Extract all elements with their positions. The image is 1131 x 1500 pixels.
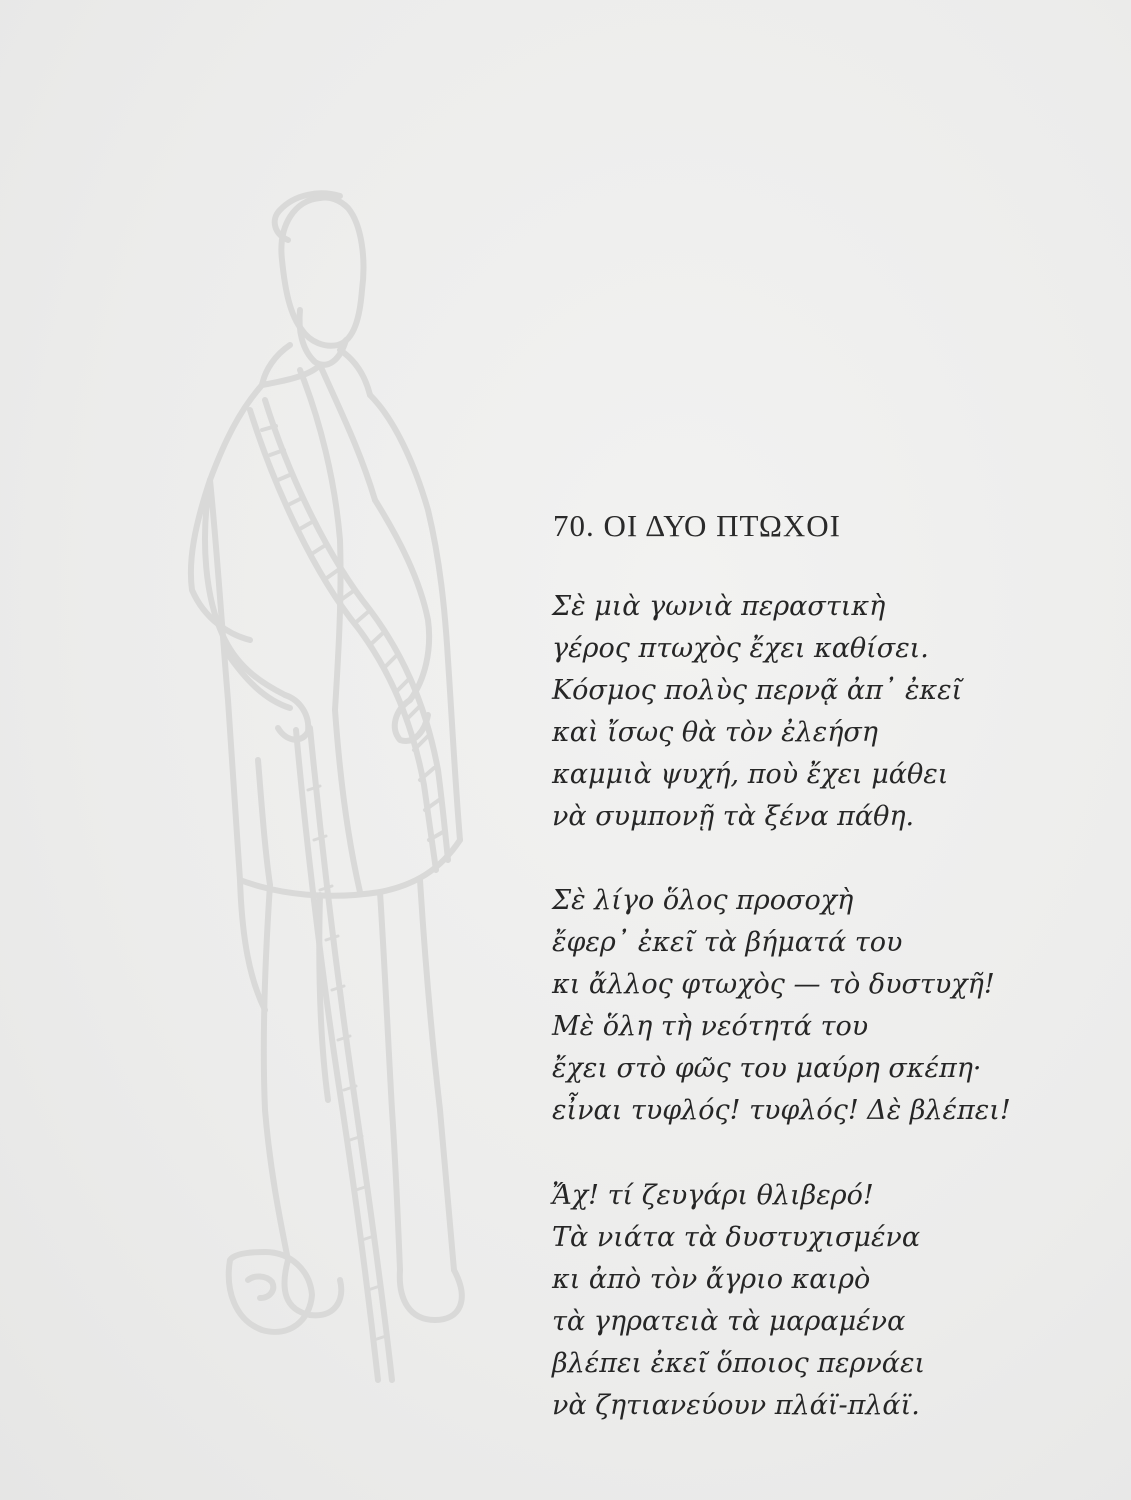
verse-line: ἔφερ᾽ ἐκεῖ τὰ βήματά του bbox=[552, 927, 903, 958]
stanza-3 bbox=[552, 1175, 1092, 1427]
verse-line: κι ἀπὸ τὸν ἄγριο καιρὸ bbox=[552, 1264, 871, 1295]
verse-line: Μὲ ὅλη τὴ νεότητά του bbox=[552, 1011, 869, 1042]
verse-line: καὶ ἴσως θὰ τὸν ἐλεήση bbox=[552, 717, 878, 748]
verse-line: Σὲ λίγο ὅλος προσοχὴ bbox=[552, 885, 854, 916]
poem-title: 70. ΟΙ ΔΥΟ ΠΤΩΧΟΙ bbox=[553, 508, 841, 543]
verse-line: βλέπει ἐκεῖ ὅποιος περνάει bbox=[552, 1348, 926, 1379]
old-beggar-illustration bbox=[170, 180, 530, 1420]
verse-line: νὰ ζητιανεύουν πλάϊ-πλάϊ. bbox=[552, 1390, 920, 1421]
verse-line: εἶναι τυφλός! τυφλός! Δὲ βλέπει! bbox=[552, 1095, 1011, 1126]
verse-line: Τὰ νιάτα τὰ δυστυχισμένα bbox=[552, 1222, 921, 1253]
verse-line: ἔχει στὸ φῶς του μαύρη σκέπη· bbox=[552, 1053, 982, 1084]
verse-line: καμμιὰ ψυχή, ποὺ ἔχει μάθει bbox=[552, 759, 949, 790]
verse-line: Κόσμος πολὺς περνᾷ ἀπ᾽ ἐκεῖ bbox=[552, 675, 963, 706]
verse-line: γέρος πτωχὸς ἔχει καθίσει. bbox=[552, 633, 929, 664]
stanza-1 bbox=[552, 586, 1092, 838]
verse-line: νὰ συμπονῇ τὰ ξένα πάθη. bbox=[552, 801, 915, 832]
verse-line: κι ἄλλος φτωχὸς — τὸ δυστυχῆ! bbox=[552, 969, 995, 1000]
stanza-2 bbox=[552, 880, 1092, 1132]
verse-line: Σὲ μιὰ γωνιὰ περαστικὴ bbox=[552, 591, 886, 622]
verse-line: τὰ γηρατειὰ τὰ μαραμένα bbox=[552, 1306, 906, 1337]
verse-line: Ἄχ! τί ζευγάρι θλιβερό! bbox=[552, 1180, 874, 1211]
